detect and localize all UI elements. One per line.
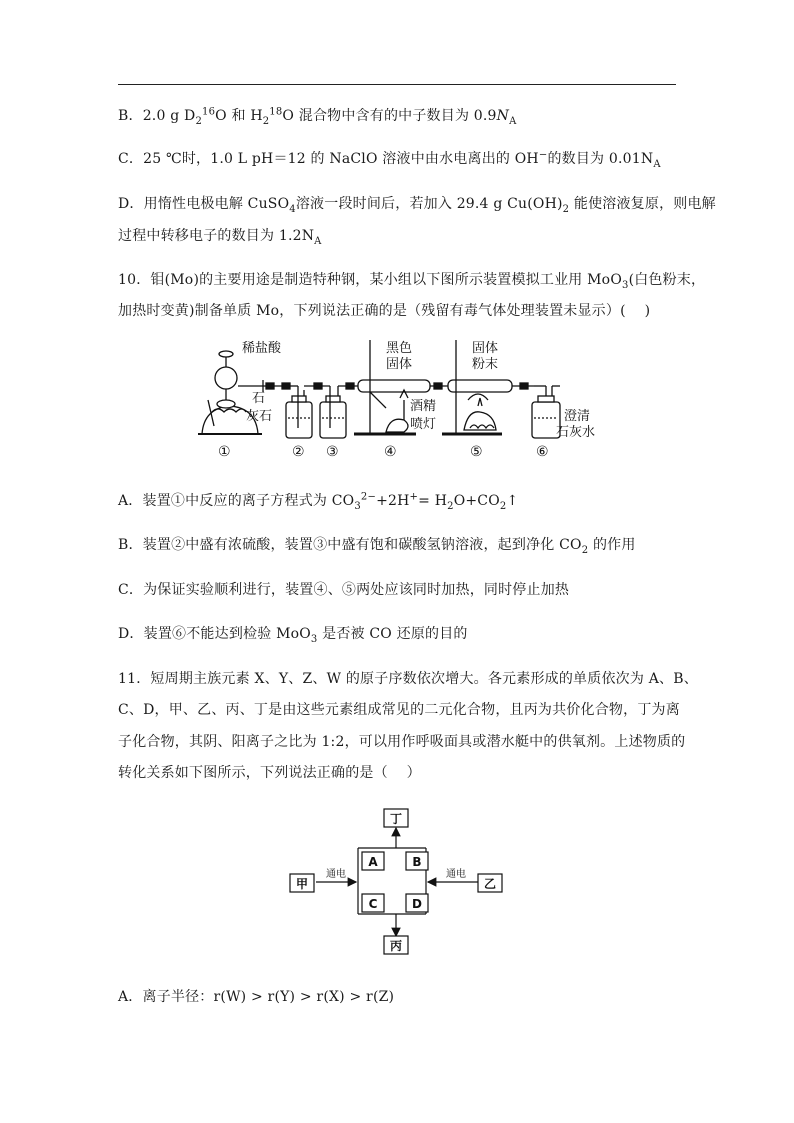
apparatus-number-1: ①	[218, 444, 231, 460]
q10-stem-line1: 10．钼(Mo)的主要用途是制造特种钢，某小组以下图所示装置模拟工业用 MoO$_3$(白色粉末，	[118, 272, 706, 291]
q9-option-d-line1: D．用惰性电极电解 CuSO$_4$溶液一段时间后，若加入 29.4 g $Cu(OH)_2$ 能使溶液复原，则电解	[118, 196, 716, 215]
q9-option-c: C．25 ℃时，1.0 L pH＝12 的 NaClO 溶液中由水电离出的 OH−的数目为 $0.01N_A$	[118, 149, 661, 170]
apparatus-number-4: ④	[384, 444, 397, 460]
node-a: A	[368, 855, 378, 869]
q11-stem-line1: 11．短周期主族元素 X、Y、Z、W 的原子序数依次增大。各元素形成的单质依次为 A、B、	[118, 671, 698, 687]
header-rule	[118, 84, 676, 85]
node-b: B	[412, 855, 422, 869]
q11-conversion-diagram	[286, 806, 504, 958]
label-clear: 澄清	[564, 409, 591, 424]
q10-option-b: B．装置②中盛有浓硫酸，装置③中盛有饱和碳酸氢钠溶液，起到净化 $CO_2$ 的作用	[118, 537, 636, 556]
q9-option-d-line2: 过程中转移电子的数目为 $1.2N_A$	[118, 228, 322, 247]
apparatus-number-3: ③	[326, 444, 339, 460]
label-dilute-hcl: 稀盐酸	[242, 341, 282, 356]
label-solid-2: 固体	[472, 341, 499, 356]
node-jia: 甲	[295, 877, 309, 891]
node-yi: 乙	[483, 877, 497, 891]
node-ding: 丁	[389, 812, 403, 826]
node-d: D	[412, 897, 422, 911]
apparatus-number-5: ⑤	[470, 444, 483, 460]
q9-option-b: B．2.0 g $D_2^{16}O$ 和 $H_2^{18}O$ 混合物中含有的中子数目为 $0.9N_A$	[118, 106, 517, 127]
label-electrolysis-left: 通电	[326, 869, 346, 880]
label-stone: 石	[252, 391, 266, 406]
label-limewater: 石灰水	[556, 425, 596, 440]
label-powder: 粉末	[472, 357, 499, 372]
q11-stem-line4: 转化关系如下图所示，下列说法正确的是（ ）	[118, 765, 421, 781]
q10-option-c: C．为保证实验顺利进行，装置④、⑤两处应该同时加热，同时停止加热	[118, 582, 570, 598]
label-solid: 固体	[386, 357, 413, 372]
q11-stem-line3: 子化合物，其阴、阳离子之比为 1:2，可以用作呼吸面具或潜水艇中的供氧剂。上述物质的	[118, 734, 686, 750]
apparatus-number-2: ②	[292, 444, 305, 460]
node-c: C	[368, 897, 378, 911]
q11-option-a: A．离子半径：r(W) > r(Y) > r(X) > r(Z)	[118, 989, 395, 1005]
q10-option-a: A．装置①中反应的离子方程式为 $CO_3^{2-}+2H^+=$ $H_2O+CO_2↑$	[118, 491, 519, 512]
q10-stem-line2: 加热时变黄)制备单质 Mo，下列说法正确的是（残留有毒气体处理装置未显示）( )	[118, 303, 651, 319]
q11-stem-line2: C、D，甲、乙、丙、丁是由这些元素组成常见的二元化合物，且丙为共价化合物，丁为离	[118, 702, 680, 718]
label-blowtorch: 喷灯	[410, 417, 437, 432]
label-alcohol: 酒精	[410, 399, 437, 414]
q10-apparatus-figure	[190, 336, 610, 461]
label-lime: 灰石	[246, 409, 273, 424]
q10-option-d: D．装置⑥不能达到检验 MoO$_3$ 是否被 CO 还原的目的	[118, 626, 468, 645]
apparatus-number-6: ⑥	[536, 444, 549, 460]
label-black: 黑色	[386, 341, 413, 356]
node-bing: 丙	[389, 939, 403, 953]
label-electrolysis-right: 通电	[446, 869, 466, 880]
